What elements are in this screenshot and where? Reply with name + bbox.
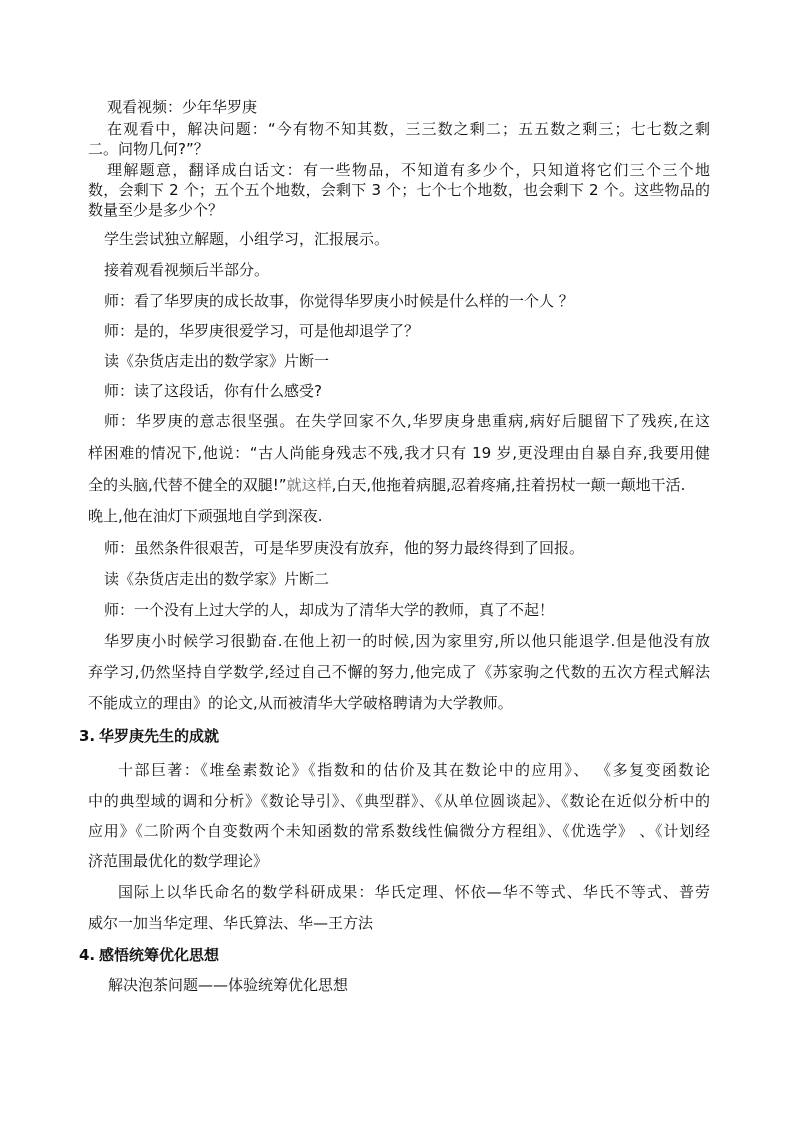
text-line: 应用》《二阶两个自变数两个未知函数的常系数线性偏微分方程组》、《优选学》 、《计划经 xyxy=(88,822,710,840)
section-title: 感悟统筹优化思想 xyxy=(99,946,220,964)
text-line xyxy=(88,478,685,493)
text-line: 数量至少是多少个？ xyxy=(88,201,224,219)
text-line: 威尔一加当华定理、华氏算法、华—王方法 xyxy=(88,914,374,932)
text-line: 师：一个没有上过大学的人，却成为了清华大学的教师，真了不起！ xyxy=(104,601,555,619)
section-title: 华罗庚先生的成就 xyxy=(99,727,220,745)
text-line: 十部巨著：《堆垒素数论》《指数和的估价及其在数论中的应用》、 《多复变函数论 xyxy=(118,761,710,779)
text-line: 师：是的，华罗庚很爱学习，可是他却退学了？ xyxy=(104,322,420,340)
text-line: 在观看中，解决问题：“今有物不知其数，三三数之剩二；五五数之剩三；七七数之剩 xyxy=(107,120,710,138)
text-line: 师：华罗庚的意志很坚强。在失学回家不久,华罗庚身患重病,病好后腿留下了残疾,在这 xyxy=(104,412,710,430)
section-heading-4 xyxy=(79,948,219,963)
text-line: 师：虽然条件很艰苦，可是华罗庚没有放弃，他的努力最终得到了回报。 xyxy=(104,539,585,557)
gray-text-span: 就这样 xyxy=(286,476,332,494)
text-line: 晚上,他在油灯下顽强地自学到深夜. xyxy=(88,507,323,525)
text-line: 济范围最优化的数学理论》 xyxy=(88,852,269,870)
text-line: 华罗庚小时候学习很勤奋.在他上初一的时候,因为家里穷,所以他只能退学.但是他没有放 xyxy=(104,632,710,650)
text-line: 理解题意，翻译成白话文：有一些物品，不知道有多少个，只知道将它们三个三个地 xyxy=(107,161,710,179)
text-span: ,白天,他拖着病腿,忍着疼痛,拄着拐杖一颠一颠地干活. xyxy=(331,476,686,494)
text-line: 学生尝试独立解题，小组学习，汇报展示。 xyxy=(104,230,390,248)
text-line: 数，会剩下 2 个；五个五个地数，会剩下 3 个；七个七个地数，也会剩下 2 个。这些物品的 xyxy=(88,181,710,199)
text-line: 样困难的情况下,他说：“古人尚能身残志不残,我才只有 19 岁,更没理由自暴自弃,我要用健 xyxy=(88,444,710,462)
text-line: 解决泡茶问题——体验统筹优化思想 xyxy=(108,976,349,994)
text-line: 中的典型域的调和分析》《数论导引》、《典型群》、《从单位圆谈起》、《数论在近似分析中的 xyxy=(88,792,710,810)
section-number: 3. xyxy=(79,727,96,745)
text-span: 全的头脑,代替不健全的双腿!” xyxy=(88,476,287,494)
text-line: 读《杂货店走出的数学家》片断一 xyxy=(104,352,330,370)
text-line: 师：看了华罗庚的成长故事，你觉得华罗庚小时候是什么样的一个人 ？ xyxy=(104,292,574,310)
text-line: 师：读了这段话，你有什么感受? xyxy=(104,382,322,400)
text-line: 弃学习,仍然坚持自学数学,经过自己不懈的努力,他完成了《苏家驹之代数的五次方程式解法 xyxy=(88,663,710,681)
section-heading-3 xyxy=(79,729,219,744)
text-line: 读《杂货店走出的数学家》片断二 xyxy=(104,570,330,588)
text-line: 不能成立的理由》的论文,从而被清华大学破格聘请为大学教师。 xyxy=(88,694,513,712)
text-line: 观看视频：少年华罗庚 xyxy=(107,98,258,116)
text-line: 接着观看视频后半部分。 xyxy=(104,261,270,279)
text-line: 国际上以华氏命名的数学科研成果：华氏定理、怀依—华不等式、华氏不等式、普劳 xyxy=(118,883,710,901)
section-number: 4. xyxy=(79,946,96,964)
text-line: 二。问物几何?”？ xyxy=(88,140,209,158)
